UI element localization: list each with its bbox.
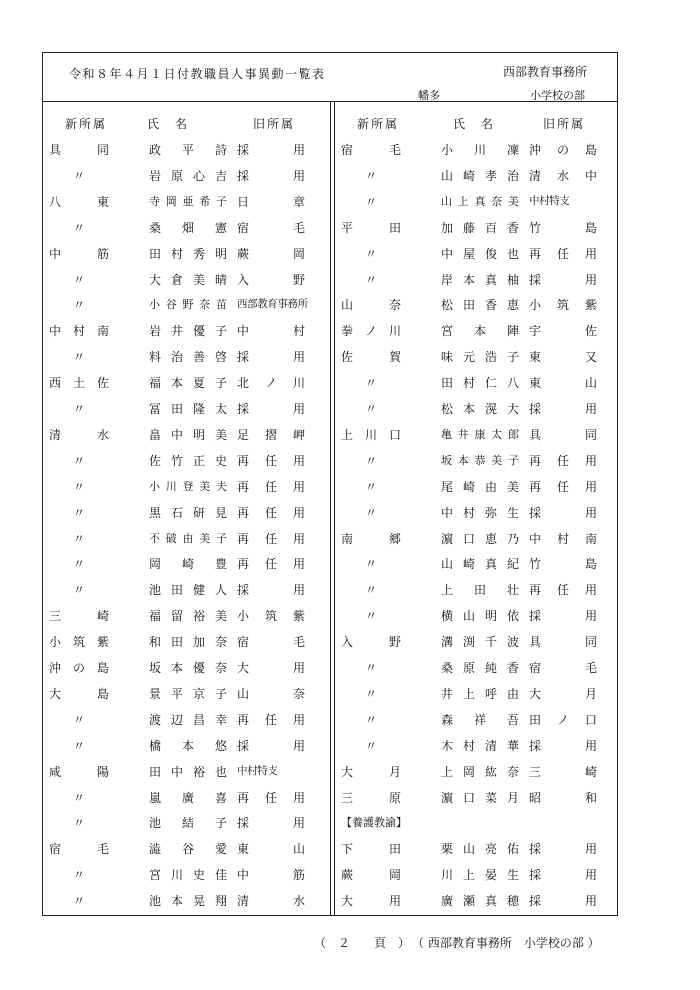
new-school: 〃	[73, 505, 86, 520]
table-row	[49, 452, 319, 472]
old-school: 具同	[529, 427, 597, 442]
old-school: 大月	[529, 686, 597, 701]
region-name: 幡多	[418, 89, 440, 102]
new-school: 〃	[365, 609, 378, 624]
new-school: 沖の島	[49, 661, 109, 675]
table-row	[49, 607, 319, 627]
new-school: 小筑紫	[49, 635, 109, 650]
person-name: 栗山亮佑	[441, 842, 519, 857]
old-school: 北ノ川	[237, 376, 305, 391]
new-school: 佐賀	[341, 350, 401, 365]
new-school: 平田	[341, 220, 401, 235]
old-school: 採用	[237, 350, 305, 365]
person-name: 濵口菜月	[441, 790, 519, 805]
section-name: 小学校の部	[530, 89, 585, 102]
col-header-old-left: 旧所属	[253, 117, 296, 131]
new-school: 〃	[73, 816, 86, 831]
old-school: 小筑紫	[529, 298, 597, 313]
person-name: 岩原心吉	[149, 168, 227, 183]
old-school: 小筑紫	[237, 609, 305, 624]
person-name: 中屋俊也	[441, 246, 519, 261]
old-school: 再任用	[237, 557, 305, 572]
table-row	[341, 711, 611, 731]
person-name: 渡辺昌幸	[149, 712, 227, 727]
new-school: 〃	[73, 868, 86, 883]
old-school: 採用	[529, 505, 597, 520]
new-school: 〃	[73, 298, 86, 313]
table-row	[341, 530, 611, 550]
person-name: 廣瀬真穂	[441, 894, 519, 909]
new-school: 〃	[73, 894, 86, 909]
person-name: 福本夏子	[149, 376, 227, 391]
category-label: 【養護教諭】	[341, 816, 407, 830]
new-school: 〃	[73, 583, 86, 598]
person-name: 上岡紘奈	[441, 764, 519, 779]
person-name: 小谷野奈苗	[149, 298, 227, 312]
old-school: 採用	[529, 868, 597, 883]
old-school: 再任用	[529, 453, 597, 468]
table-row	[49, 530, 319, 550]
old-school: 採用	[529, 609, 597, 624]
table-row	[341, 400, 611, 420]
person-name: 井上呼由	[441, 686, 519, 701]
old-school: 三崎	[529, 764, 597, 779]
table-row	[49, 374, 319, 394]
new-school: 〃	[365, 272, 378, 287]
old-school: 東山	[529, 376, 597, 391]
table-row	[341, 866, 611, 886]
person-name: 亀井康太郎	[441, 427, 519, 441]
old-school: 再任用	[237, 479, 305, 494]
table-row	[49, 581, 319, 601]
table-row	[49, 866, 319, 886]
old-school: 中村特支	[529, 194, 570, 207]
old-school: 日章	[237, 194, 305, 209]
old-school: 中村特支	[237, 764, 278, 777]
person-name: 池田健人	[149, 583, 227, 598]
person-name: 寺岡亜希子	[149, 194, 227, 208]
new-school: 大用	[341, 894, 401, 909]
old-school: 再任用	[529, 246, 597, 261]
new-school: 〃	[365, 376, 378, 391]
person-name: 和田加奈	[149, 635, 227, 650]
person-name: 松本滉大	[441, 402, 519, 416]
person-name: 池本晃翔	[149, 894, 227, 909]
person-name: 桑原純香	[441, 661, 519, 675]
person-name: 橋本悠	[149, 738, 227, 753]
person-name: 料治善啓	[149, 350, 227, 365]
table-row	[341, 167, 611, 187]
old-school: 中村	[237, 324, 305, 339]
person-name: 池結子	[149, 816, 227, 831]
new-school: 宿毛	[49, 842, 109, 857]
table-row	[49, 141, 319, 161]
table-row	[341, 892, 611, 912]
person-name: 山上真奈美	[441, 194, 519, 208]
table-row	[341, 478, 611, 498]
person-name: 森祥吾	[441, 712, 519, 727]
old-school: 採用	[237, 738, 305, 753]
table-row	[341, 141, 611, 161]
table-row	[49, 814, 319, 834]
table-row	[341, 426, 611, 446]
table-row	[49, 193, 319, 213]
new-school: 〃	[73, 168, 86, 183]
old-school: 再任用	[237, 453, 305, 468]
new-school: 〃	[365, 453, 378, 468]
new-school: 中筋	[49, 246, 109, 261]
table-row	[49, 737, 319, 757]
new-school: 大島	[49, 686, 109, 701]
new-school: 宿毛	[341, 143, 401, 157]
person-name: 加藤百香	[441, 220, 519, 235]
new-school: 中村南	[49, 324, 109, 339]
new-school: 三原	[341, 790, 401, 805]
table-row	[49, 478, 319, 498]
new-school: 〃	[365, 402, 378, 416]
new-school: 〃	[73, 738, 86, 753]
new-school: 大月	[341, 764, 401, 779]
table-row	[49, 504, 319, 524]
new-school: 〃	[365, 246, 378, 261]
old-school: 竹島	[529, 220, 597, 235]
new-school: 上川口	[341, 427, 401, 442]
old-school: 宇佐	[529, 324, 597, 339]
new-school: 蕨岡	[341, 868, 401, 883]
new-school: 〃	[73, 350, 86, 365]
old-school: 採用	[237, 816, 305, 831]
table-row	[341, 322, 611, 342]
person-name: 上田壮	[441, 583, 519, 598]
old-school: 再任用	[237, 531, 305, 546]
col-header-name-left: 氏 名	[147, 117, 190, 131]
person-name: 中村弥生	[441, 505, 519, 520]
page-number: （ ２ 頁 ）	[314, 936, 411, 950]
person-name: 味元浩子	[441, 350, 519, 365]
person-name: 宮川史佳	[149, 868, 227, 883]
table-row	[49, 685, 319, 705]
table-row	[49, 426, 319, 446]
person-name: 坂本恭美子	[441, 453, 519, 467]
person-name: 桑畑憲	[149, 220, 227, 235]
old-school: 採用	[237, 143, 305, 157]
old-school: 清水	[237, 894, 305, 909]
person-name: 不破由美子	[149, 531, 227, 545]
person-name: 岩井優子	[149, 324, 227, 339]
old-school: 山奈	[237, 686, 305, 701]
old-school: 再任用	[529, 479, 597, 494]
old-school: 採用	[237, 168, 305, 183]
col-header-new-right: 新所属	[357, 117, 400, 131]
table-row	[341, 555, 611, 575]
new-school: 〃	[365, 738, 378, 753]
old-school: 中村南	[529, 531, 597, 546]
person-name: 川上晏生	[441, 868, 519, 883]
table-row	[341, 296, 611, 316]
new-school: 拳ノ川	[341, 324, 401, 339]
table-row	[341, 219, 611, 239]
table-row	[49, 219, 319, 239]
old-school: 宿毛	[237, 635, 305, 650]
new-school: 〃	[73, 479, 86, 494]
old-school: 再任用	[237, 790, 305, 805]
person-name: 溝渕千波	[441, 635, 519, 650]
new-school: 〃	[73, 790, 86, 805]
new-school: 具同	[49, 143, 109, 157]
old-school: 清水中	[529, 168, 597, 183]
table-row	[49, 763, 319, 783]
table-row	[341, 607, 611, 627]
new-school: 〃	[365, 557, 378, 572]
person-name: 横山明依	[441, 609, 519, 624]
table-row	[49, 348, 319, 368]
old-school: 中筋	[237, 868, 305, 883]
old-school: 宿毛	[237, 220, 305, 235]
old-school: 採用	[529, 894, 597, 909]
new-school: 〃	[73, 220, 86, 235]
new-school: 〃	[73, 557, 86, 572]
person-name: 大倉美晴	[149, 272, 227, 287]
new-school: 〃	[365, 168, 378, 183]
person-name: 田村秀明	[149, 246, 227, 261]
person-name: 小川凜	[441, 143, 519, 157]
person-name: 岡崎豊	[149, 557, 227, 572]
person-name: 田中裕也	[149, 764, 227, 779]
old-school: 具同	[529, 635, 597, 650]
person-name: 松田香恵	[441, 298, 519, 313]
old-school: 足摺岬	[237, 427, 305, 442]
table-row	[341, 581, 611, 601]
person-name: 山崎真紀	[441, 557, 519, 572]
new-school: 〃	[365, 661, 378, 675]
new-school: 咸陽	[49, 764, 109, 779]
table-row	[49, 789, 319, 809]
col-header-name-right: 氏 名	[453, 117, 496, 131]
new-school: 西土佐	[49, 376, 109, 391]
table-row	[341, 348, 611, 368]
person-name: 福留裕美	[149, 609, 227, 624]
old-school: 大用	[237, 661, 305, 675]
person-name: 木村清華	[441, 738, 519, 753]
table-row	[341, 374, 611, 394]
old-school: 入野	[237, 272, 305, 287]
column-divider	[330, 101, 335, 915]
person-name: 尾崎由美	[441, 479, 519, 494]
table-row	[49, 245, 319, 265]
table-row	[341, 659, 611, 679]
table-row	[341, 452, 611, 472]
person-name: 田村仁八	[441, 376, 519, 391]
table-row	[341, 789, 611, 809]
col-header-new-left: 新所属	[65, 117, 108, 131]
person-name: 坂本優奈	[149, 661, 227, 675]
table-row	[341, 763, 611, 783]
new-school: 山奈	[341, 298, 401, 313]
table-row	[341, 633, 611, 653]
table-row	[49, 322, 319, 342]
new-school: 〃	[365, 194, 378, 209]
person-name: 佐竹正史	[149, 453, 227, 468]
person-name: 小川登美夫	[149, 479, 227, 493]
old-school: 田ノ口	[529, 712, 597, 727]
person-name: 政平詩	[149, 143, 227, 157]
person-name: 嵐廣喜	[149, 790, 227, 805]
table-row	[341, 737, 611, 757]
old-school: 蕨岡	[237, 246, 305, 261]
old-school: 採用	[529, 738, 597, 753]
old-school: 再任用	[237, 505, 305, 520]
new-school: 〃	[73, 712, 86, 727]
person-name: 黒石研見	[149, 505, 227, 520]
old-school: 昭和	[529, 790, 597, 805]
new-school: 下田	[341, 842, 401, 857]
table-row	[341, 840, 611, 860]
table-row	[49, 400, 319, 420]
table-row	[341, 504, 611, 524]
person-name: 宮本陣	[441, 324, 519, 339]
person-name: 冨田隆太	[149, 402, 227, 416]
document-title: 令和８年４月１日付教職員人事異動一覧表	[69, 67, 326, 81]
new-school: 清水	[49, 427, 109, 442]
old-school: 東山	[237, 842, 305, 857]
table-row	[341, 271, 611, 291]
person-name: 岸本真柚	[441, 272, 519, 287]
old-school: 再任用	[237, 712, 305, 727]
old-school: 西部教育事務所	[237, 298, 308, 311]
new-school: 〃	[365, 505, 378, 520]
new-school: 〃	[73, 272, 86, 287]
old-school: 宿毛	[529, 661, 597, 675]
old-school: 再任用	[529, 583, 597, 598]
table-row	[49, 840, 319, 860]
new-school: 〃	[365, 686, 378, 701]
table-row	[49, 296, 319, 316]
person-name: 景平京子	[149, 686, 227, 701]
office-name: 西部教育事務所	[503, 65, 588, 79]
table-row	[341, 193, 611, 213]
table-row	[49, 892, 319, 912]
person-name: 濵口恵乃	[441, 531, 519, 546]
new-school: 〃	[365, 712, 378, 727]
new-school: 八東	[49, 194, 109, 209]
document-frame	[42, 52, 618, 916]
table-row	[341, 245, 611, 265]
new-school: 〃	[365, 479, 378, 494]
old-school: 採用	[529, 272, 597, 287]
old-school: 東又	[529, 350, 597, 365]
old-school: 採用	[237, 583, 305, 598]
old-school: 採用	[237, 402, 305, 416]
old-school: 竹島	[529, 557, 597, 572]
table-row	[341, 685, 611, 705]
old-school: 採用	[529, 842, 597, 857]
table-row	[49, 711, 319, 731]
person-name: 山崎孝治	[441, 168, 519, 183]
new-school: 南郷	[341, 531, 401, 546]
new-school: 〃	[73, 531, 86, 546]
table-row	[49, 555, 319, 575]
table-row	[49, 167, 319, 187]
person-name: 澁谷愛	[149, 842, 227, 857]
new-school: 三崎	[49, 609, 109, 624]
col-header-old-right: 旧所属	[543, 117, 586, 131]
old-school: 採用	[529, 402, 597, 416]
new-school: 〃	[365, 583, 378, 598]
table-row	[341, 814, 611, 834]
new-school: 入野	[341, 635, 401, 650]
table-row	[49, 633, 319, 653]
table-row	[49, 271, 319, 291]
new-school: 〃	[73, 453, 86, 468]
new-school: 〃	[73, 402, 86, 416]
table-row	[49, 659, 319, 679]
old-school: 沖の島	[529, 143, 597, 157]
footer-note: （ 西部教育事務所 小学校の部 ）	[412, 936, 600, 950]
person-name: 畠中明美	[149, 427, 227, 442]
